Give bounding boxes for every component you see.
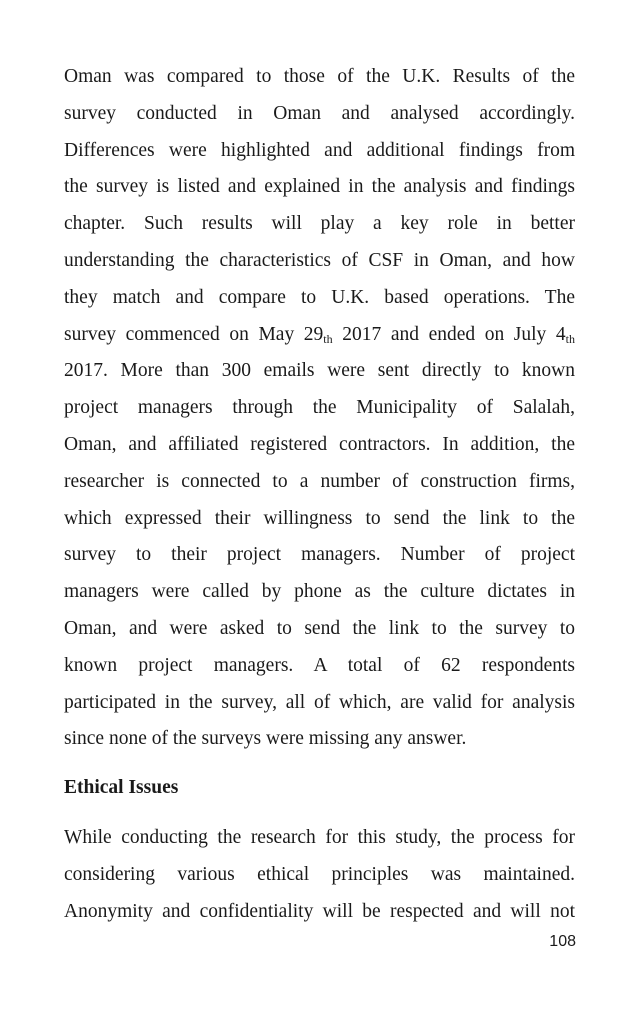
- paragraph-line: 2017. More than 300 emails were sent directly to known: [64, 360, 575, 382]
- date-text-end: 2017 and ended on July 4: [332, 323, 566, 345]
- paragraph-line: project managers through the Municipality of Salalah,: [64, 397, 575, 419]
- paragraph-line: the survey is listed and explained in the analysis and findings: [64, 176, 575, 198]
- paragraph-line: researcher is connected to a number of construction firms,: [64, 470, 575, 492]
- ordinal-suffix: th: [565, 331, 575, 346]
- paragraph-line: While conducting the research for this study, the process for: [64, 827, 575, 848]
- date-text-start: survey commenced on May 29: [64, 323, 324, 345]
- paragraph-line: which expressed their willingness to send the link to the: [64, 507, 575, 529]
- paragraph-ethical-issues: [64, 820, 575, 930]
- paragraph-line: considering various ethical principles was maintained.: [64, 863, 575, 885]
- paragraph-line: Oman, and were asked to send the link to the survey to: [64, 617, 575, 639]
- paragraph-survey-methodology: [64, 59, 575, 758]
- paragraph-line: understanding the characteristics of CSF in Oman, and how: [64, 249, 575, 271]
- page-number: 108: [549, 933, 576, 950]
- paragraph-line: survey to their project managers. Number of project: [64, 544, 575, 566]
- paragraph-line: Differences were highlighted and additional findings from: [64, 139, 575, 161]
- paragraph-line: survey conducted in Oman and analysed accordingly.: [64, 102, 575, 124]
- paragraph-line: known project managers. A total of 62 respondents: [64, 654, 575, 676]
- paragraph-line: Anonymity and confidentiality will be respected and will not: [64, 900, 575, 922]
- paragraph-line: they match and compare to U.K. based operations. The: [64, 286, 575, 308]
- paragraph-line-dates: [64, 317, 575, 354]
- paragraph-line: chapter. Such results will play a key role in better: [64, 213, 575, 235]
- section-heading: Ethical Issues: [64, 777, 179, 798]
- paragraph-line: managers were called by phone as the culture dictates in: [64, 581, 575, 603]
- paragraph-line: since none of the surveys were missing any answer.: [64, 728, 467, 750]
- paragraph-line: Oman, and affiliated registered contractors. In addition, the: [64, 433, 575, 455]
- paragraph-line: participated in the survey, all of which, are valid for analysis: [64, 691, 575, 713]
- paragraph-line: Oman was compared to those of the U.K. Results of the: [64, 66, 575, 87]
- ordinal-suffix: th: [323, 331, 333, 346]
